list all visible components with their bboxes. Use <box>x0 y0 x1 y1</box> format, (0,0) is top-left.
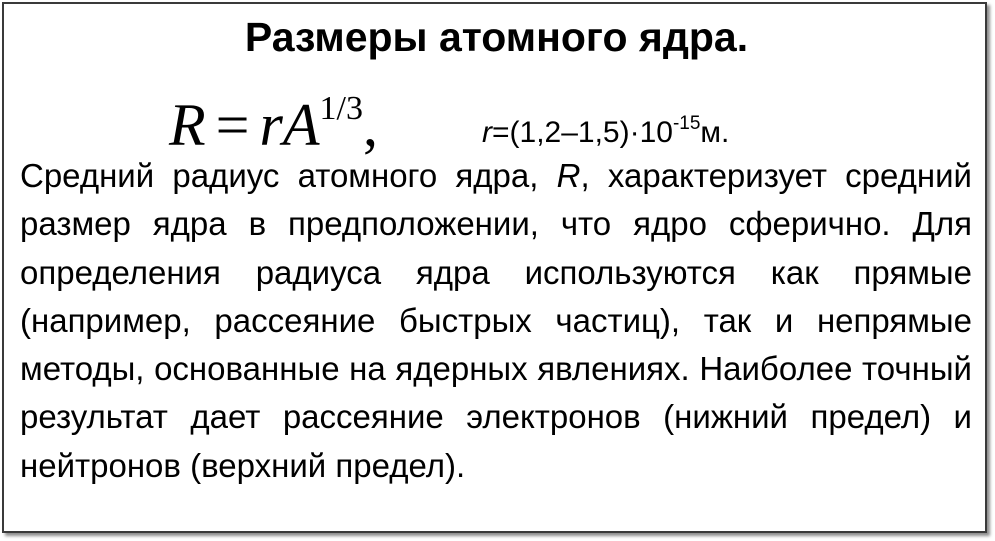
constant-exponent: -15 <box>672 113 701 134</box>
nuclear-radius-formula <box>169 74 378 160</box>
formula-rhs: rA <box>259 92 320 158</box>
constant-variable: r <box>482 116 492 149</box>
formula-lhs: R <box>169 92 206 158</box>
constant-unit: м. <box>700 116 730 149</box>
constant-value: =(1,2–1,5)·10 <box>492 116 673 149</box>
paragraph-part1: Средний радиус атомного ядра, <box>20 157 557 194</box>
formula-exponent: 1/3 <box>319 90 363 127</box>
radius-constant <box>482 104 729 153</box>
body-paragraph <box>20 152 972 490</box>
slide-title: Размеры атомного ядра. <box>244 14 749 60</box>
paragraph-symbol: R <box>556 157 581 194</box>
formula-equals: = <box>215 92 250 158</box>
paragraph-part2: , характеризует средний размер ядра в предположении, что ядро сферично. Для определения радиуса ядра используются как прямые (например, рассеяние быстрых частиц), так и непрямые методы, основанные на ядерных явлениях. Наиболее точный результат дает рассеяние электронов (нижний предел) и нейтронов (верхний предел). <box>20 157 972 484</box>
formula-comma: , <box>362 92 378 158</box>
slide-frame <box>2 2 987 533</box>
